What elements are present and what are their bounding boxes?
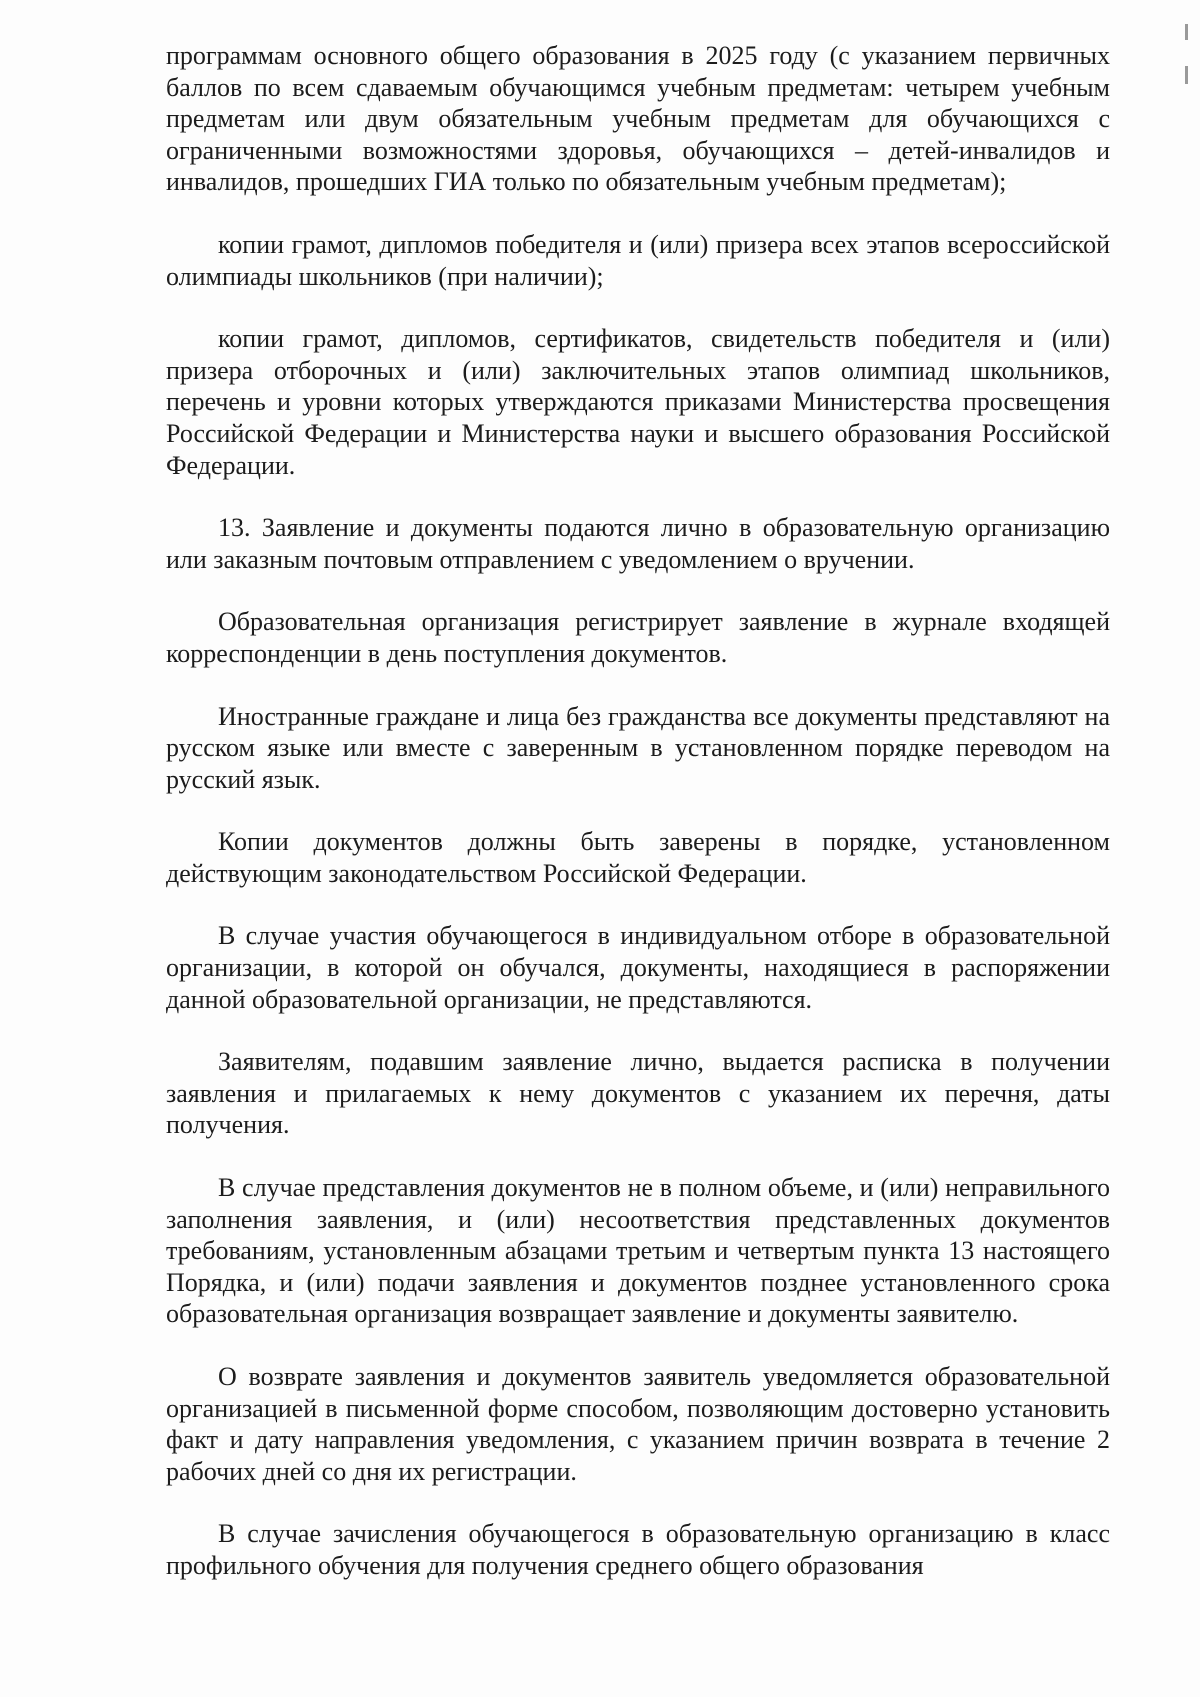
paragraph-continuation: программам основного общего образования в 2025 году (с указанием первичных баллов по всем сдаваемым обучающимся учебным предметам: четырем учебным предметам или двум обязательным учебным предметам для обучающихся с ограниченными возможностями здоровья, обучающихся – детей-инвалидов и инвалидов, прошедших ГИА только по обязательным учебным предметам); xyxy=(166,41,1110,197)
scan-edge-mark xyxy=(1185,24,1188,40)
scan-edge-mark xyxy=(1185,66,1188,84)
paragraph-olympiad-copies: копии грамот, дипломов победителя и (или) призера всех этапов всероссийской олимпиады школьников (при наличии); xyxy=(166,229,1110,291)
paragraph-same-school: В случае участия обучающегося в индивидуальном отборе в образовательной организации, в которой он обучался, документы, находящиеся в распоряжении данной образовательной организации, не представляются. xyxy=(166,921,1110,1014)
document-body xyxy=(166,40,1110,1582)
paragraph-foreign-citizens: Иностранные граждане и лица без гражданства все документы представляют на русском языке или вместе с заверенным в установленном порядке переводом на русский язык. xyxy=(166,701,1110,794)
paragraph-certificates-copies: копии грамот, дипломов, сертификатов, свидетельств победителя и (или) призера отборочных и (или) заключительных этапов олимпиад школьников, перечень и уровни которых утверждаются приказами Министерства просвещения Российской Федерации и Министерства науки и высшего образования Российской Федерации. xyxy=(166,324,1110,480)
paragraph-return-notice: О возврате заявления и документов заявитель уведомляется образовательной организацией в письменной форме способом, позволяющим достоверно установить факт и дату направления уведомления, с указанием причин возврата в течение 2 рабочих дней со дня их регистрации. xyxy=(166,1362,1110,1486)
paragraph-receipt: Заявителям, подавшим заявление лично, выдается расписка в получении заявления и прилагаемых к нему документов с указанием их перечня, даты получения. xyxy=(166,1047,1110,1140)
paragraph-return-conditions: В случае представления документов не в полном объеме, и (или) неправильного заполнения заявления, и (или) несоответствия представленных документов требованиям, установленным абзацами третьим и четвертым пункта 13 настоящего Порядка, и (или) подачи заявления и документов позднее установленного срока образовательная организация возвращает заявление и документы заявителю. xyxy=(166,1173,1110,1329)
paragraph-certified-copies: Копии документов должны быть заверены в порядке, установленном действующим законодательством Российской Федерации. xyxy=(166,827,1110,888)
paragraph-registration: Образовательная организация регистрирует заявление в журнале входящей корреспонденции в день поступления документов. xyxy=(166,607,1110,668)
paragraph-item-13: 13. Заявление и документы подаются лично в образовательную организацию или заказным почтовым отправлением с уведомлением о вручении. xyxy=(166,513,1110,574)
paragraph-enrollment: В случае зачисления обучающегося в образовательную организацию в класс профильного обучения для получения среднего общего образования xyxy=(166,1519,1110,1580)
